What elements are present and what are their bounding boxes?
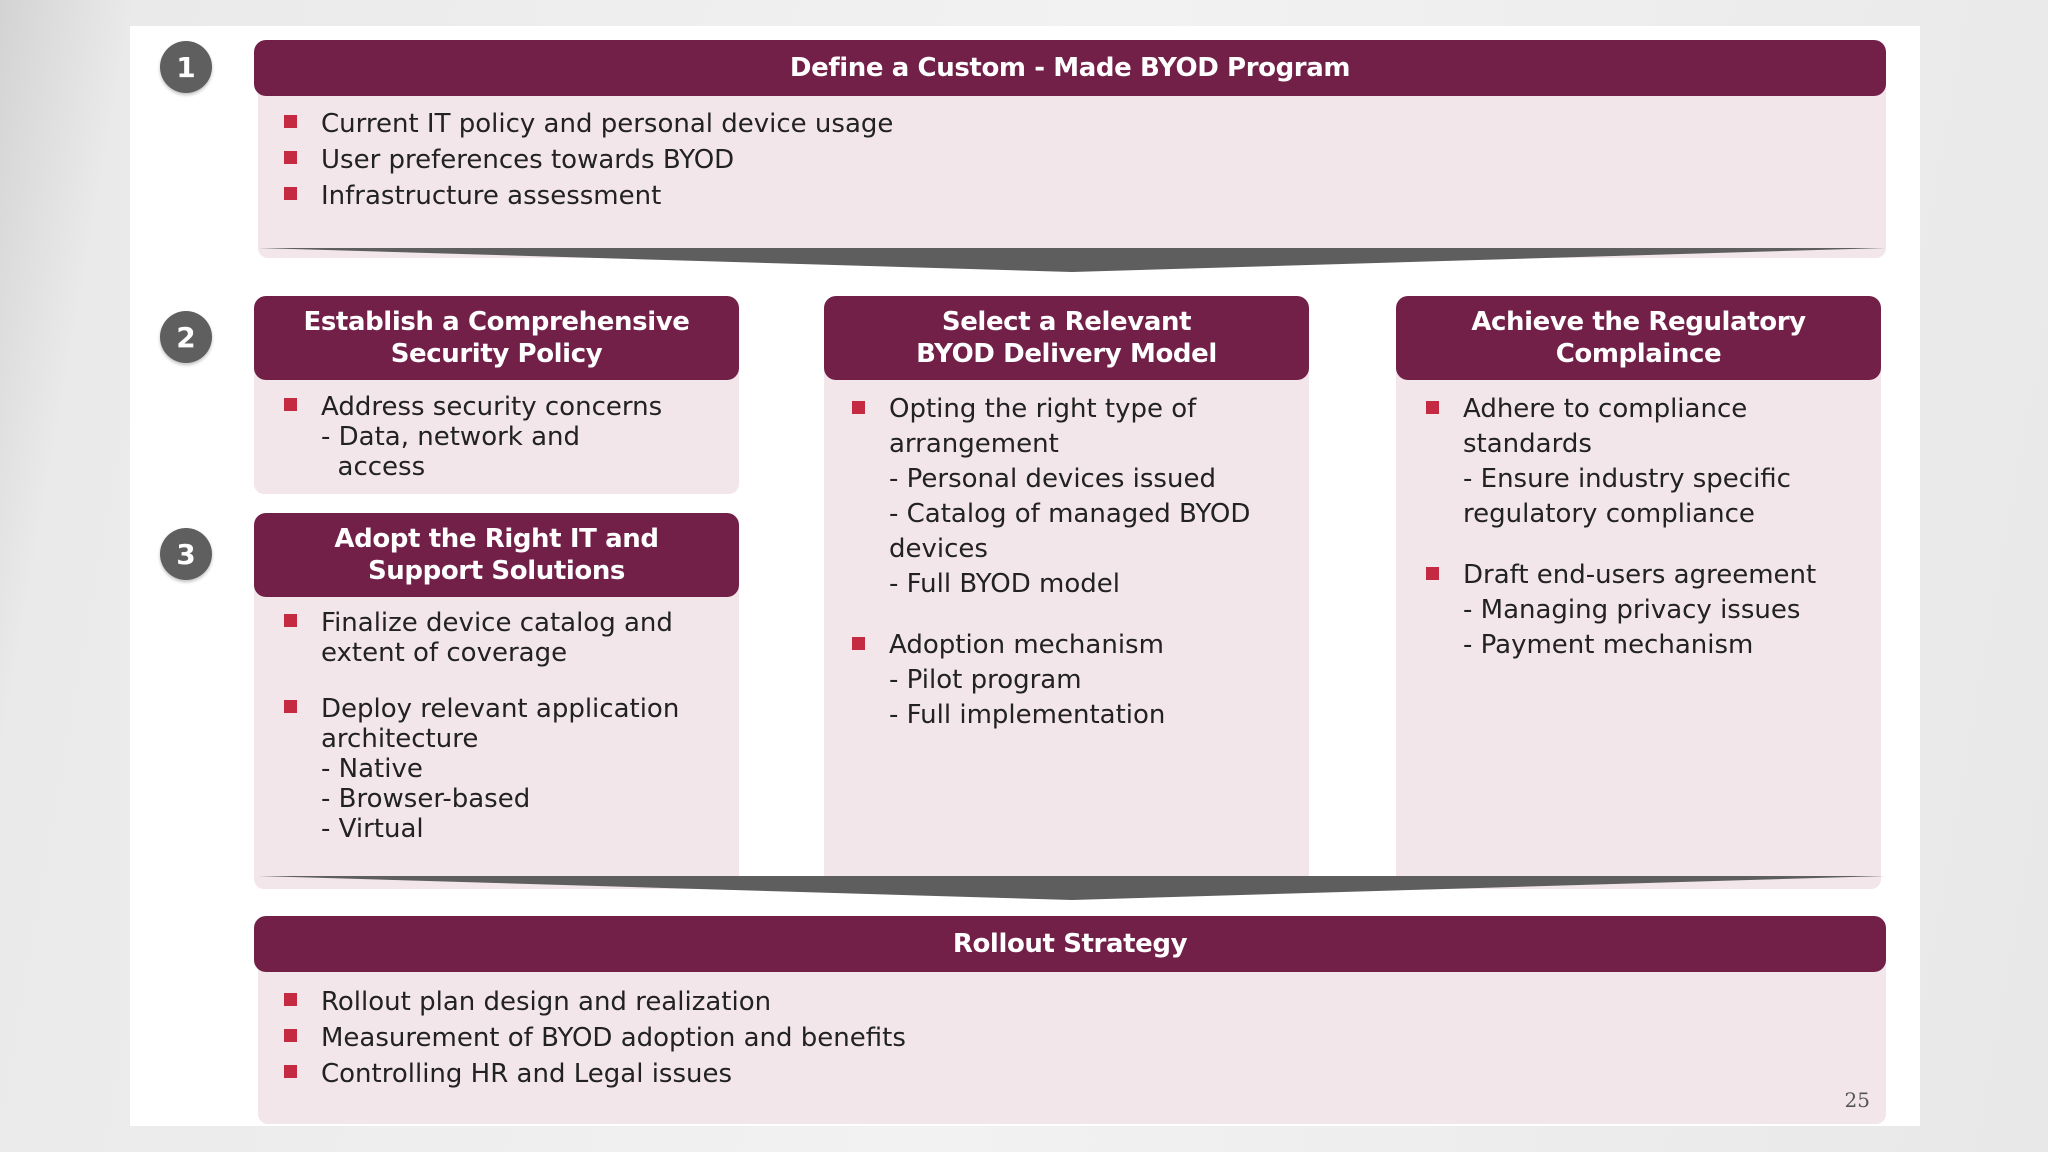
square-bullet-icon [284,993,297,1006]
top-header: Define a Custom - Made BYOD Program [254,40,1886,96]
chevron-separator-shape [258,876,1886,900]
sub-item-text: - Pilot program [889,665,1082,695]
step-number-1 [160,41,212,93]
list-item-text: Opting the right type of arrangement [889,394,1197,459]
slide [130,26,1920,1126]
list-item-text: Address security concerns [321,392,663,422]
sub-item-text: - Managing privacy issues [1463,595,1801,625]
list-item-text: Finalize device catalog and extent of coverage [321,608,673,668]
page-number: 25 [1844,1088,1870,1112]
step-number-2 [160,311,212,363]
sub-item-text: - Ensure industry specific regulatory compliance [1463,464,1800,529]
list-item [284,106,1844,142]
square-bullet-icon [284,700,297,713]
list-item [284,392,704,482]
square-bullet-icon [284,614,297,627]
sub-item-text: - Browser-based [321,784,531,814]
square-bullet-icon [284,1029,297,1042]
sub-items [321,422,704,482]
delivery-list [852,392,1272,733]
list-item [284,142,1844,178]
security-header: Establish a Comprehensive Security Policy [254,296,739,380]
square-bullet-icon [852,637,865,650]
list-item-text: Adhere to compliance standards [1463,394,1748,459]
list-item-text: Rollout plan design and realization [321,987,772,1017]
compliance-list [1426,392,1846,663]
security-list [284,392,704,482]
list-item-text: Adoption mechanism [889,630,1164,660]
sub-items [889,663,1272,733]
list-item-text: Infrastructure assessment [321,181,662,211]
sub-items [889,462,1272,602]
list-item [1426,392,1846,532]
list-item [284,1020,1844,1056]
list-item [284,694,704,844]
list-item [852,392,1272,602]
sub-item-text: - Catalog of managed BYOD devices [889,499,1259,564]
square-bullet-icon [1426,401,1439,414]
sub-item-text: - Data, network and [321,422,581,452]
step-number-label: 3 [176,537,196,571]
list-item [284,608,704,668]
sub-item-text: access [321,452,426,482]
list-item [284,178,1844,214]
list-item-text: User preferences towards BYOD [321,145,735,175]
sub-items [1463,462,1846,532]
rollout-header: Rollout Strategy [254,916,1886,972]
sub-items [321,754,704,844]
top-list [284,106,1844,214]
sub-item-text: - Full BYOD model [889,569,1120,599]
sub-item-text: - Personal devices issued [889,464,1216,494]
step-number-3 [160,528,212,580]
list-item [852,628,1272,733]
list-item [284,984,1844,1020]
sub-item-text: - Virtual [321,814,424,844]
square-bullet-icon [284,187,297,200]
list-item [284,1056,1844,1092]
list-item [1426,558,1846,663]
square-bullet-icon [284,1065,297,1078]
square-bullet-icon [284,151,297,164]
sub-item-text: - Native [321,754,423,784]
step-number-label: 1 [176,50,196,84]
chevron-separator-shape [258,248,1886,272]
list-item-text: Deploy relevant application architecture [321,694,680,754]
delivery-header: Select a Relevant BYOD Delivery Model [824,296,1309,380]
support-list [284,608,704,844]
square-bullet-icon [852,401,865,414]
list-item-text: Measurement of BYOD adoption and benefits [321,1023,906,1053]
list-item-text: Draft end-users agreement [1463,560,1817,590]
square-bullet-icon [284,398,297,411]
sub-item-text: - Full implementation [889,700,1166,730]
rollout-list [284,984,1844,1092]
compliance-header: Achieve the Regulatory Complaince [1396,296,1881,380]
sub-item-text: - Payment mechanism [1463,630,1754,660]
chevron-separator-2 [258,874,1886,902]
sub-items [1463,593,1846,663]
square-bullet-icon [284,115,297,128]
support-header: Adopt the Right IT and Support Solutions [254,513,739,597]
list-item-text: Current IT policy and personal device usage [321,109,894,139]
step-number-label: 2 [176,320,196,354]
square-bullet-icon [1426,567,1439,580]
chevron-separator-1 [258,246,1886,274]
list-item-text: Controlling HR and Legal issues [321,1059,733,1089]
